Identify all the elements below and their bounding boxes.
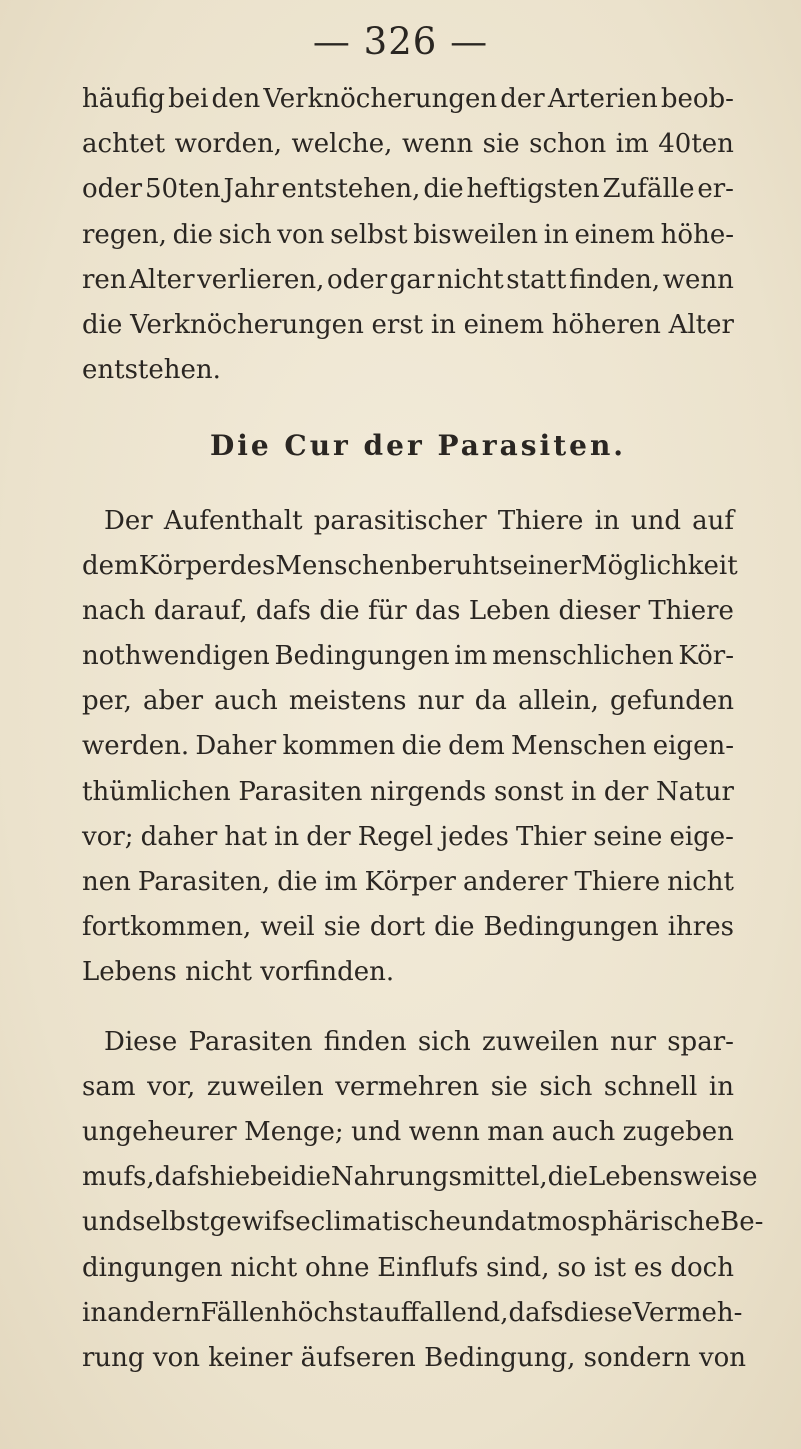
text-line: ungeheurer Menge; und wenn man auch zugeben xyxy=(82,1116,734,1147)
text-line: dem Körper des Menschen beruht seiner Möglichkeit xyxy=(82,550,738,581)
text-line: Lebens nicht vorfinden. xyxy=(82,957,395,988)
section-heading: Die Cur der Parasiten. xyxy=(209,429,627,463)
paragraph-continuation xyxy=(82,77,734,393)
text-line: die Verknöcherungen erst in einem höheren Alter xyxy=(82,309,734,340)
page-number: — 326 — xyxy=(312,20,489,63)
paragraph-aufenthalt xyxy=(82,499,738,996)
body-text xyxy=(82,77,764,1381)
text-line: und selbst gewifse climatische und atmosphärische Be- xyxy=(82,1207,764,1238)
paragraph-gap xyxy=(82,996,734,1020)
text-line: achtet worden, welche, wenn sie schon im 40ten xyxy=(82,129,734,160)
text-line: rung von keiner äufseren Bedingung, sondern von xyxy=(82,1342,747,1373)
text-line: nothwendigen Bedingungen im menschlichen Kör- xyxy=(82,641,734,672)
text-line: nach darauf, dafs die für das Leben dieser Thiere xyxy=(82,595,734,626)
text-line: vor; daher hat in der Regel jedes Thier seine eige- xyxy=(82,821,734,852)
text-line: oder 50ten Jahr entstehen, die heftigsten Zufälle er- xyxy=(82,174,734,205)
text-line: fortkommen, weil sie dort die Bedingungen ihres xyxy=(82,912,734,943)
text-line: thümlichen Parasiten nirgends sonst in der Natur xyxy=(82,776,734,807)
text-line: nen Parasiten, die im Körper anderer Thiere nicht xyxy=(82,867,734,897)
text-line: häufig bei den Verknöcherungen der Arterien beob- xyxy=(82,84,734,114)
text-line: dingungen nicht ohne Einflufs sind, so ist es doch xyxy=(82,1252,734,1283)
paragraph-vermehrung xyxy=(82,1020,764,1382)
text-line: regen, die sich von selbst bisweilen in einem höhe- xyxy=(82,219,734,250)
text-line: sam vor, zuweilen vermehren sie sich schnell in xyxy=(82,1071,734,1102)
text-line: mufs, dafs hiebei die Nahrungsmittel, die Lebensweise xyxy=(82,1162,758,1193)
text-line: in andern Fällen höchst auffallend, dafs diese Vermeh- xyxy=(82,1297,743,1328)
text-line: entstehen. xyxy=(82,355,221,386)
text-line: Diese Parasiten finden sich zuweilen nur spar- xyxy=(104,1026,734,1057)
text-line: Der Aufenthalt parasitischer Thiere in und auf xyxy=(104,505,734,536)
text-line: ren Alter verlieren, oder gar nicht statt finden, wenn xyxy=(82,264,734,295)
text-line: werden. Daher kommen die dem Menschen eigen- xyxy=(82,731,734,762)
text-line: per, aber auch meistens nur da allein, gefunden xyxy=(82,686,734,717)
